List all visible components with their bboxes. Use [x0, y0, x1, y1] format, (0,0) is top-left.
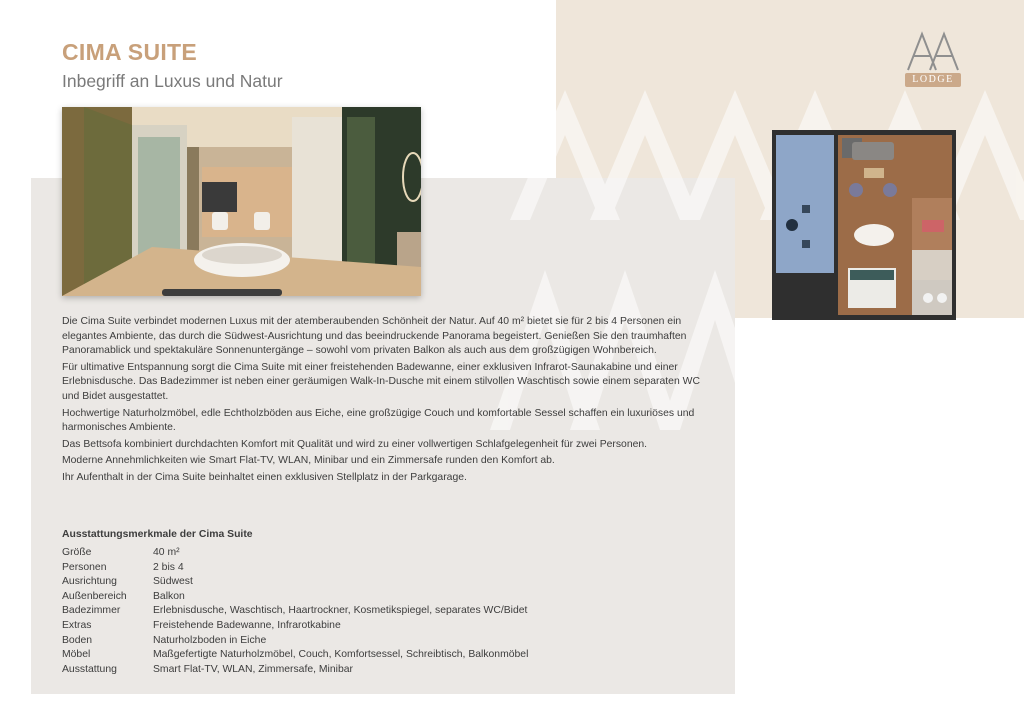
feature-row [62, 590, 682, 605]
feature-row [62, 575, 682, 590]
description-paragraph: Moderne Annehmlichkeiten wie Smart Flat-TV, WLAN, Minibar und ein Zimmersafe runden den Komfort ab. [62, 455, 555, 467]
feature-value: Erlebnisdusche, Waschtisch, Haartrockner, Kosmetikspiegel, separates WC/Bidet [153, 605, 528, 617]
feature-value: Südwest [153, 576, 193, 588]
feature-label: Personen [62, 561, 107, 573]
description-paragraph: Für ultimative Entspannung sorgt die Cima Suite mit einer freistehenden Badewanne, einer exklusiven Infrarot-Saunakabine und einer Erlebnisdusche. Das Badezimmer ist neben einer geräumigen Walk-In-Dusche mit einem stilvollen Waschtisch sowie einem separaten WC und Bidet ausgestattet. [62, 361, 700, 402]
description-paragraph: Die Cima Suite verbindet modernen Luxus mit der atemberaubenden Schönheit der Natur. Auf 40 m² bietet sie für 2 bis 4 Personen ein elegantes Ambiente, das durch die Südwest-Ausrichtung und das beeindruckende Panorama begeistert. Genießen Sie den traumhaften Panoramablick und spektakuläre Sonnenuntergänge – sowohl vom privaten Balkon als auch aus dem großzügigen Wohnbereich. [62, 316, 687, 357]
description-paragraph: Das Bettsofa kombiniert durchdachten Komfort mit Qualität und wird zu einer vollwertigen Schlafgelegenheit für zwei Personen. [62, 438, 648, 450]
feature-row [62, 561, 682, 576]
feature-row [62, 663, 682, 678]
feature-label: Außenbereich [62, 590, 127, 602]
feature-value: 2 bis 4 [153, 561, 184, 573]
feature-label: Badezimmer [62, 605, 121, 617]
features-list [62, 529, 682, 677]
feature-label: Möbel [62, 649, 91, 661]
feature-row [62, 619, 682, 634]
feature-value: Balkon [153, 590, 185, 602]
aa-monogram-icon [902, 30, 964, 74]
suite-description [62, 315, 712, 488]
feature-row [62, 634, 682, 649]
description-paragraph: Ihr Aufenthalt in der Cima Suite beinhaltet einen exklusiven Stellplatz in der Parkgarage. [62, 471, 467, 483]
feature-value: Freistehende Badewanne, Infrarotkabine [153, 619, 341, 631]
lodge-logo [902, 30, 964, 90]
feature-value: 40 m² [153, 547, 180, 558]
features-heading: Ausstattungsmerkmale der Cima Suite [62, 529, 253, 540]
feature-value: Naturholzboden in Eiche [153, 634, 267, 646]
feature-value: Smart Flat-TV, WLAN, Zimmersafe, Minibar [153, 663, 353, 675]
floorplan-illustration [772, 130, 956, 320]
feature-label: Ausrichtung [62, 576, 117, 588]
feature-label: Boden [62, 634, 93, 646]
feature-label: Größe [62, 547, 92, 558]
page-title: CIMA SUITE [62, 39, 198, 65]
suite-interior-photo [62, 107, 421, 296]
page-subtitle: Inbegriff an Luxus und Natur [62, 71, 283, 91]
feature-row [62, 546, 682, 561]
feature-value: Maßgefertigte Naturholzmöbel, Couch, Komfortsessel, Schreibtisch, Balkonmöbel [153, 649, 529, 661]
logo-badge: LODGE [905, 73, 961, 87]
feature-row [62, 604, 682, 619]
feature-label: Ausstattung [62, 663, 117, 675]
description-paragraph: Hochwertige Naturholzmöbel, edle Echtholzböden aus Eiche, eine großzügige Couch und komfortable Sessel schaffen ein luxuriöses und harmonisches Ambiente. [62, 407, 695, 434]
feature-row [62, 648, 682, 663]
feature-label: Extras [62, 619, 92, 631]
